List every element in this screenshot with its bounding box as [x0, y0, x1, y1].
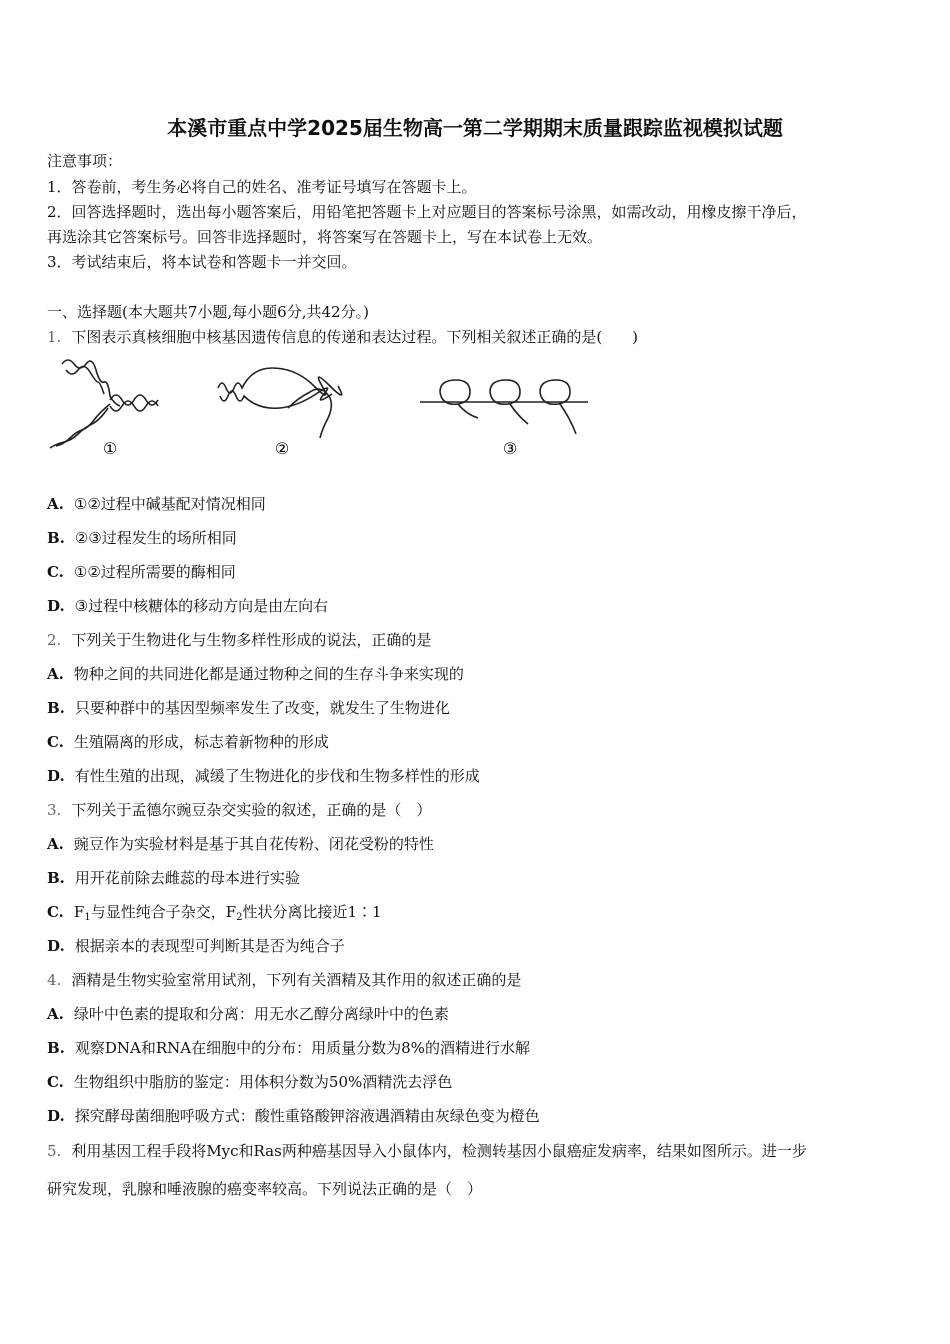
question-number: 5. [47, 1142, 62, 1160]
question-4-option-b [47, 1038, 530, 1058]
question-text: 下列关于生物进化与生物多样性形成的说法，正确的是 [71, 631, 432, 649]
translation-diagram [420, 380, 588, 434]
question-number: 3. [47, 801, 62, 819]
option-text: 豌豆作为实验材料是基于其自花传粉、闭花受粉的特性 [73, 835, 434, 853]
figure-label-2: ② [274, 439, 290, 458]
option-letter: B. [47, 699, 65, 717]
option-text: 用开花前除去雌蕊的母本进行实验 [74, 869, 300, 887]
question-1-option-d [47, 596, 328, 616]
notice-item-2: 2．回答选择题时，选出每小题答案后，用铅笔把答题卡上对应题目的答案标号涂黑，如需改动，用橡皮擦干净后， [47, 203, 807, 221]
text-part: F [73, 903, 85, 921]
text-part: 与显性纯合子杂交，F [90, 903, 237, 921]
notice-heading: 注意事项： [47, 152, 123, 170]
question-5-stem [47, 1141, 807, 1161]
option-text [74, 903, 382, 921]
option-letter: C. [47, 563, 64, 581]
option-letter: D. [47, 767, 65, 785]
option-letter: C. [47, 903, 64, 921]
question-number: 1. [47, 328, 62, 346]
option-text: ①②过程所需要的酶相同 [73, 563, 236, 581]
option-letter: A. [47, 835, 64, 853]
option-letter: D. [47, 597, 65, 615]
option-letter: C. [47, 733, 64, 751]
option-text: 只要种群中的基因型频率发生了改变，就发生了生物进化 [74, 699, 450, 717]
option-text: 绿叶中色素的提取和分离：用无水乙醇分离绿叶中的色素 [73, 1005, 449, 1023]
page-title: 本溪市重点中学2025届生物高一第二学期期末质量跟踪监视模拟试题 [167, 116, 783, 140]
question-3-stem [47, 800, 431, 820]
question-3-option-d [47, 936, 345, 956]
question-3-option-b [47, 868, 300, 888]
question-2-option-d [47, 766, 480, 786]
figure-label-3: ③ [502, 439, 518, 458]
question-3-option-c [47, 902, 382, 928]
notice-item-2-cont: 再选涂其它答案标号。回答非选择题时，将答案写在答题卡上，写在本试卷上无效。 [47, 228, 603, 246]
figure-label-1: ① [102, 439, 118, 458]
option-text: ③过程中核糖体的移动方向是由左向右 [74, 597, 329, 615]
question-1-option-a [47, 494, 266, 514]
option-text: 物种之间的共同进化都是通过物种之间的生存斗争来实现的 [73, 665, 464, 683]
question-1-option-c [47, 562, 236, 582]
question-5-stem-cont: 研究发现，乳腺和唾液腺的癌变率较高。下列说法正确的是（ ） [47, 1180, 483, 1198]
notice-item-1: 1．答卷前，考生务必将自己的姓名、准考证号填写在答题卡上。 [47, 178, 477, 196]
question-4-option-c [47, 1072, 452, 1092]
question-text: 酒精是生物实验室常用试剂，下列有关酒精及其作用的叙述正确的是 [71, 971, 522, 989]
question-1-stem [47, 327, 638, 347]
option-text: 观察DNA和RNA在细胞中的分布：用质量分数为8%的酒精进行水解 [74, 1039, 530, 1057]
question-1-option-b [47, 528, 237, 548]
question-4-option-d [47, 1106, 540, 1126]
option-letter: B. [47, 869, 65, 887]
option-letter: D. [47, 1107, 65, 1125]
dna-process-figure [40, 352, 600, 464]
question-text: 利用基因工程手段将Myc和Ras两种癌基因导入小鼠体内，检测转基因小鼠癌症发病率，结果如图所示。进一步 [71, 1142, 807, 1160]
question-number: 2. [47, 631, 62, 649]
question-2-option-b [47, 698, 450, 718]
question-4-option-a [47, 1004, 449, 1024]
option-text: 探究酵母菌细胞呼吸方式：酸性重铬酸钾溶液遇酒精由灰绿色变为橙色 [74, 1107, 540, 1125]
section-heading: 一、选择题(本大题共7小题,每小题6分,共42分。) [47, 303, 369, 321]
option-text: 有性生殖的出现，减缓了生物进化的步伐和生物多样性的形成 [74, 767, 480, 785]
option-text: 根据亲本的表现型可判断其是否为纯合子 [74, 937, 345, 955]
replication-diagram [50, 360, 158, 448]
question-3-option-a [47, 834, 434, 854]
option-letter: D. [47, 937, 65, 955]
question-text: 下图表示真核细胞中核基因遗传信息的传递和表达过程。下列相关叙述正确的是( ) [71, 328, 639, 346]
text-part: 性状分离比接近1∶1 [242, 903, 382, 921]
option-text: ②③过程发生的场所相同 [74, 529, 237, 547]
question-4-stem [47, 970, 521, 990]
option-text: 生物组织中脂肪的鉴定：用体积分数为50%酒精洗去浮色 [73, 1073, 453, 1091]
option-letter: B. [47, 1039, 65, 1057]
notice-item-3: 3．考试结束后，将本试卷和答题卡一并交回。 [47, 253, 357, 271]
subscript: 2 [236, 912, 243, 923]
question-2-option-c [47, 732, 329, 752]
question-2-stem [47, 630, 431, 650]
option-letter: A. [47, 665, 64, 683]
option-text: ①②过程中碱基配对情况相同 [73, 495, 266, 513]
option-letter: C. [47, 1073, 64, 1091]
subscript: 1 [84, 912, 91, 923]
question-text: 下列关于孟德尔豌豆杂交实验的叙述，正确的是（ ） [71, 801, 432, 819]
transcription-diagram [218, 368, 342, 438]
option-letter: A. [47, 1005, 64, 1023]
question-number: 4. [47, 971, 62, 989]
option-letter: A. [47, 495, 64, 513]
option-letter: B. [47, 529, 65, 547]
option-text: 生殖隔离的形成，标志着新物种的形成 [73, 733, 329, 751]
question-2-option-a [47, 664, 464, 684]
